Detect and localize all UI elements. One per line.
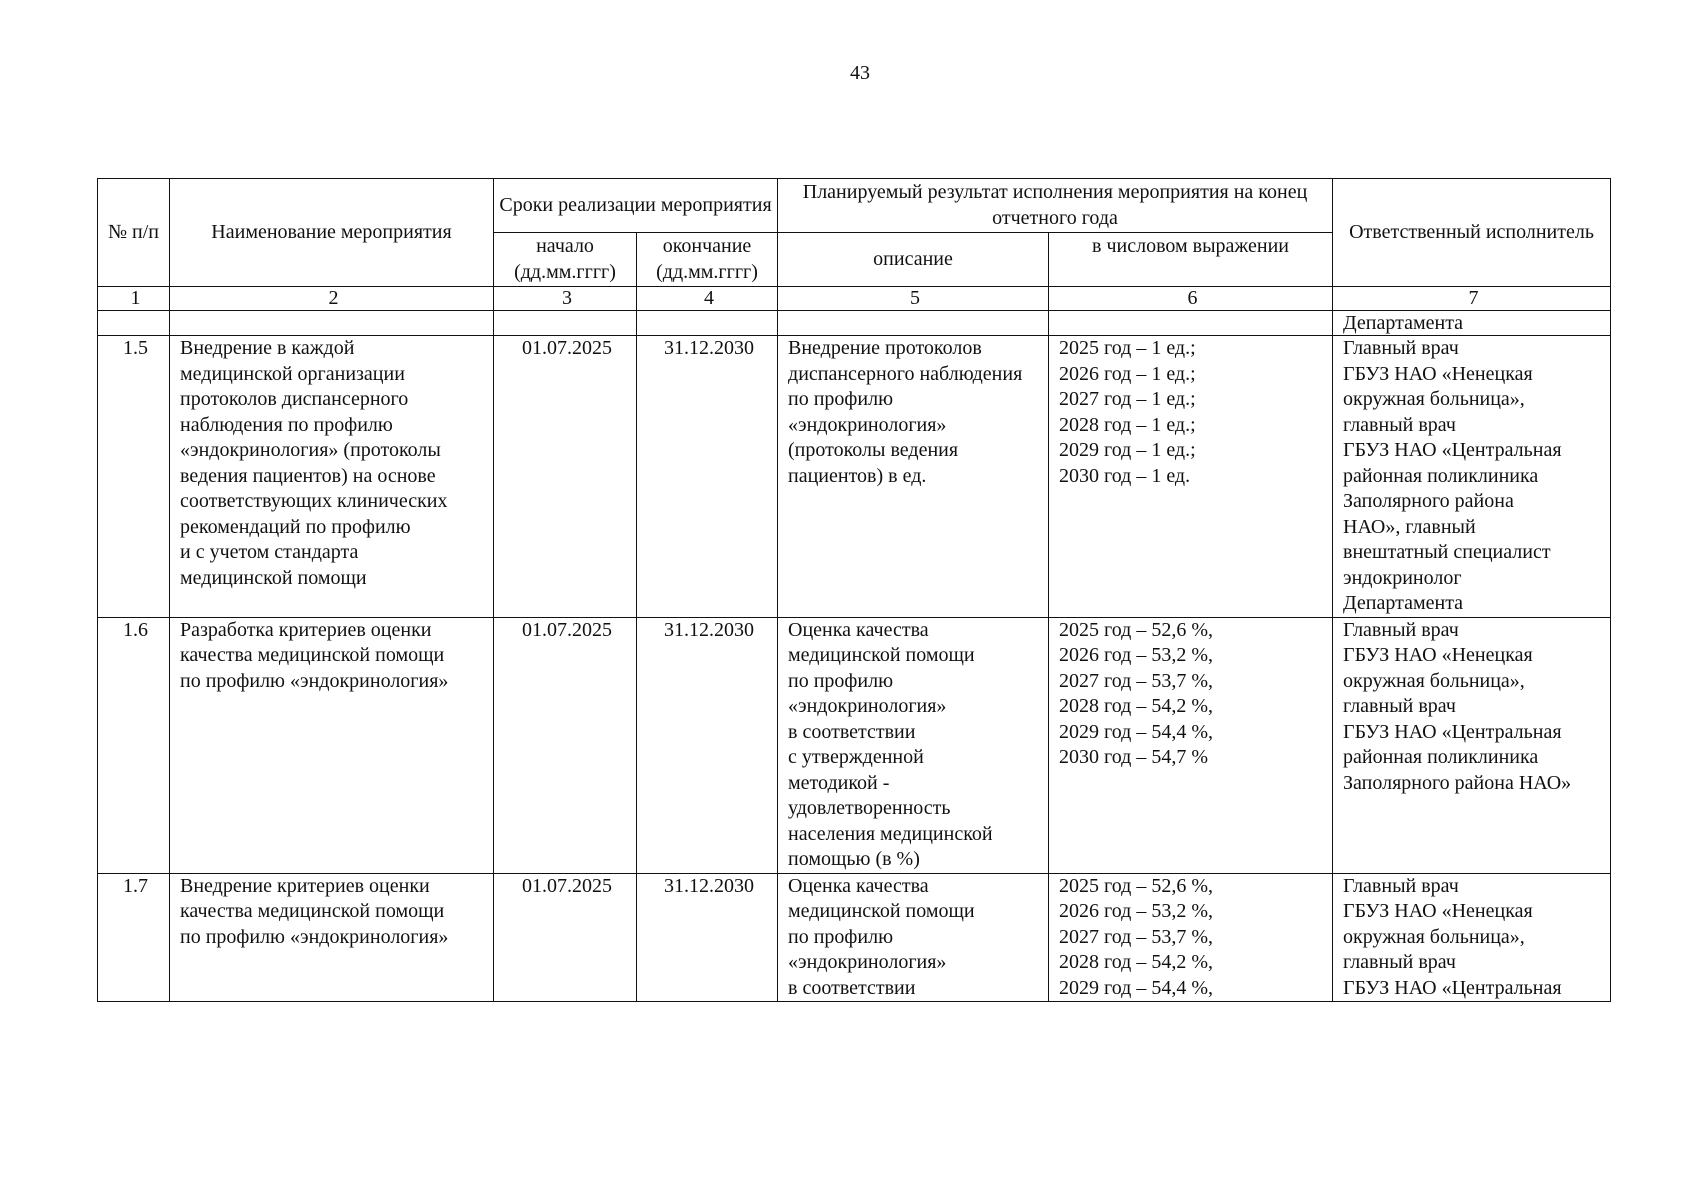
measures-table	[97, 178, 1611, 1002]
text-line: «эндокринология»	[788, 951, 947, 973]
text-line: ГБУЗ НАО «Ненецкая	[1343, 900, 1533, 922]
text-line: диспансерного наблюдения	[788, 362, 1023, 385]
text-line: пациентов) в ед.	[788, 464, 927, 487]
continuation-row	[98, 311, 1611, 336]
column-number-row	[98, 287, 1611, 311]
measure-name	[170, 873, 494, 1002]
text-line: Оценка качества	[788, 618, 929, 641]
text-line: медицинской помощи	[788, 900, 975, 922]
continuation-responsible: Департамента	[1333, 311, 1611, 336]
text-line: 2027 год – 1 ед.;	[1059, 388, 1196, 410]
text-line: ГБУЗ НАО «Ненецкая	[1343, 362, 1533, 385]
header-terms: Сроки реализации мероприятия	[494, 179, 778, 233]
measure-name	[170, 617, 494, 873]
text-line: НАО», главный	[1343, 515, 1476, 538]
header-numeric: в числовом выражении	[1049, 233, 1333, 287]
text-line: методикой -	[788, 771, 890, 794]
text-line: эндокринолог	[1343, 566, 1462, 589]
text-line: Заполярного района НАО»	[1343, 771, 1572, 794]
header-name: Наименование мероприятия	[170, 179, 494, 287]
text-line: 2027 год – 53,7 %,	[1059, 925, 1213, 948]
text-line: качества медицинской помощи	[180, 900, 445, 922]
text-line: по профилю	[788, 925, 894, 948]
text-line: «эндокринология»	[788, 695, 947, 717]
text-line: 2026 год – 1 ед.;	[1059, 362, 1196, 385]
text-line: в соответствии	[788, 720, 916, 743]
text-line: ГБУЗ НАО «Центральная	[1343, 976, 1562, 999]
result-numeric	[1049, 336, 1333, 618]
text-line: 2029 год – 1 ед.;	[1059, 439, 1196, 461]
text-line: медицинской организации	[180, 362, 405, 385]
text-line: районная поликлиника	[1343, 746, 1539, 768]
text-line: 2025 год – 52,6 %,	[1059, 874, 1213, 897]
text-line: главный врач	[1343, 695, 1456, 717]
column-number: 7	[1333, 287, 1611, 311]
text-line: 2029 год – 54,4 %,	[1059, 720, 1213, 743]
text-line: качества медицинской помощи	[180, 644, 445, 666]
end-date: 31.12.2030	[637, 336, 778, 618]
text-line: по профилю	[788, 669, 894, 692]
column-number: 4	[637, 287, 778, 311]
result-numeric	[1049, 617, 1333, 873]
measure-name	[170, 336, 494, 618]
responsible-executor	[1333, 617, 1611, 873]
text-line: Разработка критериев оценки	[180, 618, 432, 641]
header-num: № п/п	[98, 179, 170, 287]
text-line: главный врач	[1343, 413, 1456, 436]
text-line: Главный врач	[1343, 618, 1459, 641]
text-line: в соответствии	[788, 976, 916, 999]
page-number: 43	[850, 62, 870, 84]
text-line: 2026 год – 53,2 %,	[1059, 900, 1213, 922]
responsible-executor	[1333, 336, 1611, 618]
table-row	[98, 617, 1611, 873]
row-number: 1.5	[98, 336, 170, 618]
start-date: 01.07.2025	[494, 617, 637, 873]
text-line: с утвержденной	[788, 746, 924, 768]
text-line: 2026 год – 53,2 %,	[1059, 644, 1213, 666]
result-description	[778, 873, 1049, 1002]
end-date: 31.12.2030	[637, 617, 778, 873]
text-line: главный врач	[1343, 951, 1456, 973]
text-line: Внедрение протоколов	[788, 337, 982, 359]
header-start: начало (дд.мм.гггг)	[494, 233, 637, 287]
text-line: Департамента	[1343, 592, 1464, 614]
text-line: 2030 год – 1 ед.	[1059, 464, 1191, 487]
header-end: окончание (дд.мм.гггг)	[637, 233, 778, 287]
text-line: районная поликлиника	[1343, 464, 1539, 487]
text-line: удовлетворенность	[788, 797, 951, 819]
text-line: «эндокринология» (протоколы	[180, 439, 441, 461]
text-line: 2028 год – 54,2 %,	[1059, 695, 1213, 717]
text-line: ГБУЗ НАО «Центральная	[1343, 439, 1562, 461]
text-line: 2027 год – 53,7 %,	[1059, 669, 1213, 692]
text-line: 2030 год – 54,7 %	[1059, 746, 1208, 768]
column-number: 2	[170, 287, 494, 311]
text-line: 2028 год – 1 ед.;	[1059, 413, 1196, 436]
column-number: 1	[98, 287, 170, 311]
text-line: ведения пациентов) на основе	[180, 464, 436, 487]
result-description	[778, 336, 1049, 618]
result-numeric	[1049, 873, 1333, 1002]
text-line: «эндокринология»	[788, 413, 947, 436]
header-result: Планируемый результат исполнения мероприятия на конец отчетного года	[778, 179, 1333, 233]
text-line: рекомендаций по профилю	[180, 515, 411, 538]
text-line: Внедрение в каждой	[180, 337, 355, 359]
text-line: окружная больница»,	[1343, 388, 1525, 410]
start-date: 01.07.2025	[494, 336, 637, 618]
text-line: ГБУЗ НАО «Центральная	[1343, 720, 1562, 743]
row-number: 1.7	[98, 873, 170, 1002]
column-number: 5	[778, 287, 1049, 311]
table-row	[98, 873, 1611, 1002]
text-line: медицинской помощи	[180, 566, 367, 589]
text-line: Заполярного района	[1343, 490, 1514, 512]
responsible-executor	[1333, 873, 1611, 1002]
text-line: по профилю «эндокринология»	[180, 925, 449, 948]
text-line: и с учетом стандарта	[180, 541, 359, 563]
row-number: 1.6	[98, 617, 170, 873]
text-line: 2025 год – 52,6 %,	[1059, 618, 1213, 641]
text-line: наблюдения по профилю	[180, 413, 393, 436]
text-line: 2025 год – 1 ед.;	[1059, 337, 1196, 359]
result-description	[778, 617, 1049, 873]
text-line: соответствующих клинических	[180, 490, 448, 512]
text-line: Оценка качества	[788, 874, 929, 897]
text-line: внештатный специалист	[1343, 541, 1551, 563]
text-line: окружная больница»,	[1343, 925, 1525, 948]
header-responsible: Ответственный исполнитель	[1333, 179, 1611, 287]
text-line: медицинской помощи	[788, 644, 975, 666]
end-date: 31.12.2030	[637, 873, 778, 1002]
text-line: Главный врач	[1343, 337, 1459, 359]
text-line: 2028 год – 54,2 %,	[1059, 951, 1213, 973]
header-description: описание	[778, 233, 1049, 287]
column-number: 3	[494, 287, 637, 311]
text-line: ГБУЗ НАО «Ненецкая	[1343, 644, 1533, 666]
text-line: по профилю «эндокринология»	[180, 669, 449, 692]
text-line: Внедрение критериев оценки	[180, 874, 430, 897]
text-line: населения медицинской	[788, 822, 993, 845]
column-number: 6	[1049, 287, 1333, 311]
text-line: 2029 год – 54,4 %,	[1059, 976, 1213, 999]
text-line: по профилю	[788, 388, 894, 410]
table-row	[98, 336, 1611, 618]
text-line: (протоколы ведения	[788, 439, 959, 461]
text-line: окружная больница»,	[1343, 669, 1525, 692]
text-line: помощью (в %)	[788, 848, 920, 870]
text-line: протоколов диспансерного	[180, 388, 409, 410]
text-line: Главный врач	[1343, 874, 1459, 897]
start-date: 01.07.2025	[494, 873, 637, 1002]
